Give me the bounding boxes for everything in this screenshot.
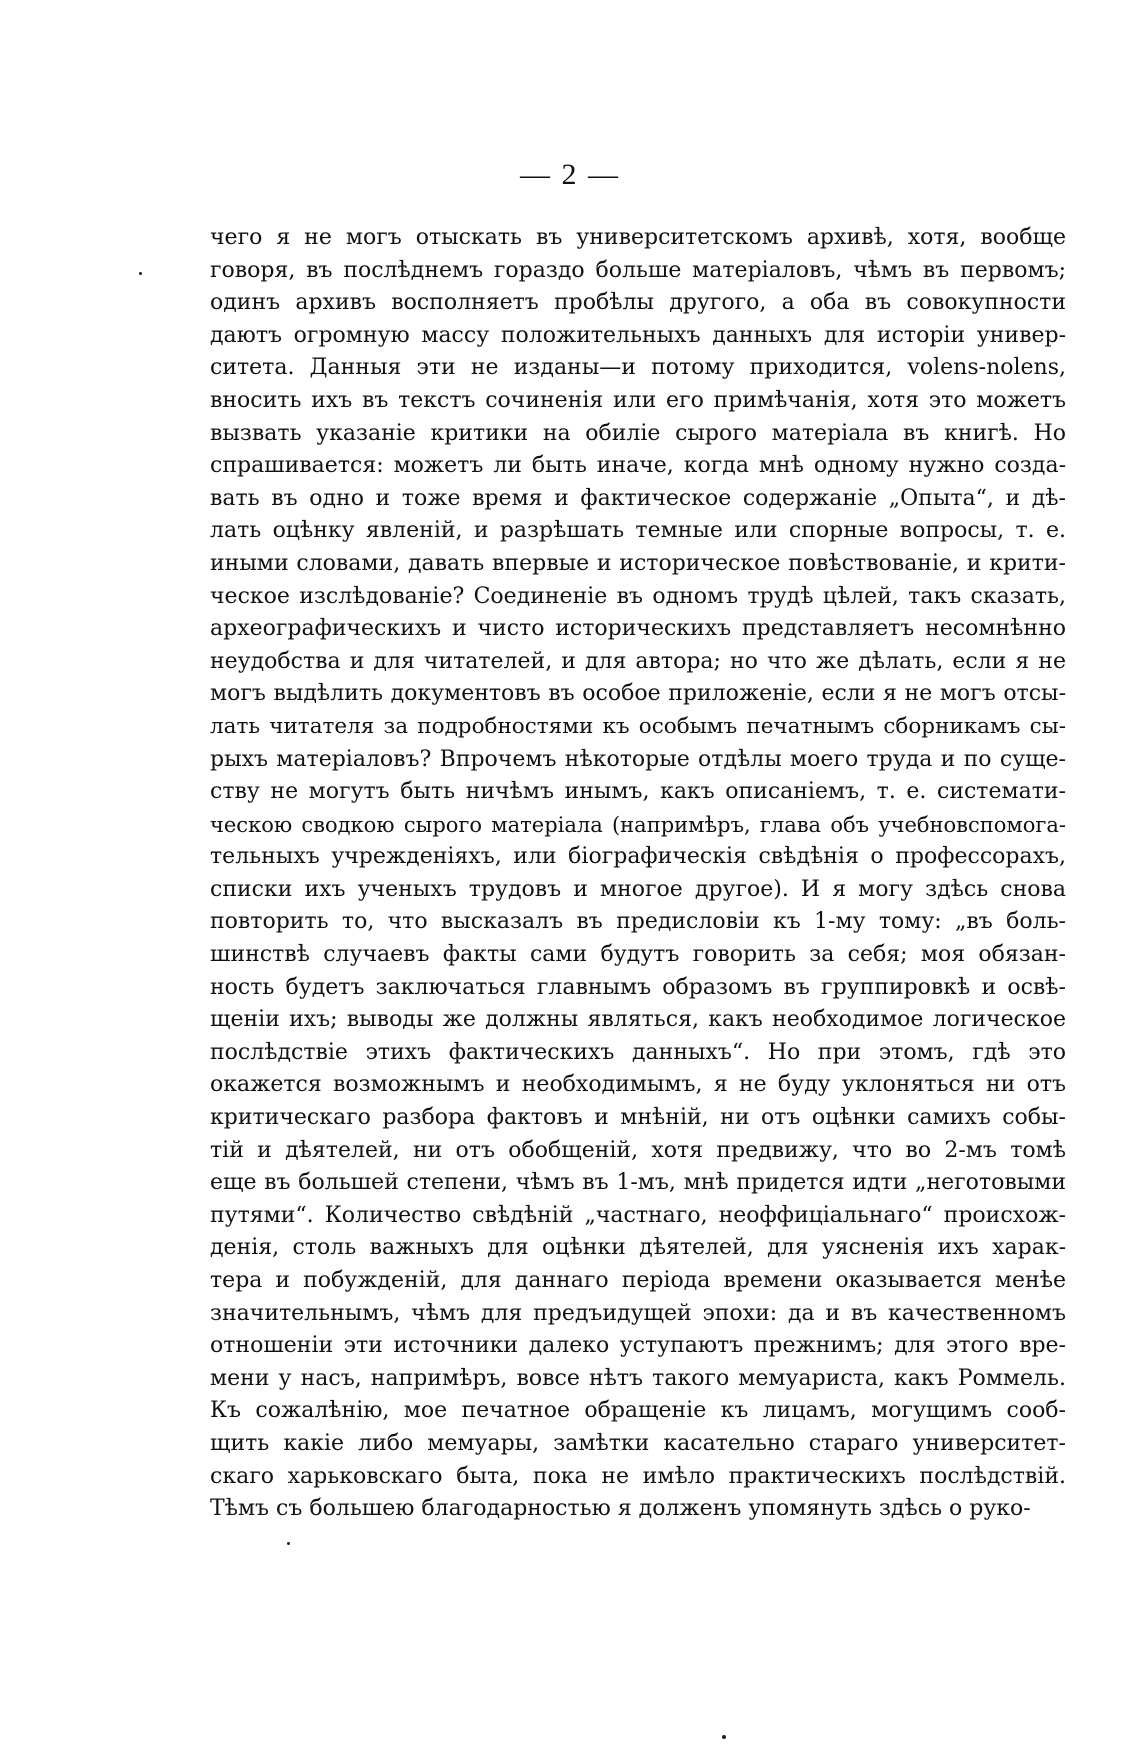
text-line: лать читателя за подробностями къ особымъ печатнымъ сборникамъ сы- — [210, 713, 1066, 739]
scan-speck — [139, 272, 142, 275]
text-line: Тѣмъ съ большею благодарностью я долженъ упомянуть здѣсь о руко- — [210, 1496, 1031, 1522]
text-line: мени у насъ, напримѣръ, вовсе нѣтъ такого мемуариста, какъ Роммель. — [210, 1365, 1066, 1391]
text-line: говоря, въ послѣднемъ гораздо больше матеріаловъ, чѣмъ въ первомъ; — [210, 257, 1066, 283]
text-line: окажется возможнымъ и необходимымъ, я не буду уклоняться ни отъ — [210, 1072, 1066, 1098]
text-line: шинствѣ случаевъ факты сами будутъ говорить за себя; моя обязан- — [210, 942, 1066, 968]
text-line: ческое изслѣдованіе? Соединеніе въ одномъ трудѣ цѣлей, такъ сказать, — [210, 583, 1066, 609]
text-line: скаго харьковскаго быта, пока не имѣло практическихъ послѣдствій. — [210, 1463, 1066, 1489]
text-line: списки ихъ ученыхъ трудовъ и многое другое). И я могу здѣсь снова — [210, 876, 1066, 902]
scan-speck — [722, 1735, 726, 1739]
text-line: ность будетъ заключаться главнымъ образомъ въ группировкѣ и освѣ- — [210, 974, 1066, 1000]
text-line: вносить ихъ въ текстъ сочиненія или его примѣчанія, хотя это можетъ — [210, 387, 1066, 413]
text-line: ситета. Данныя эти не изданы—и потому приходится, volens-nolens, — [210, 355, 1066, 381]
text-line: ству не могутъ быть ничѣмъ инымъ, какъ описаніемъ, т. е. системати- — [210, 779, 1066, 805]
text-line: щеніи ихъ; выводы же должны являться, какъ необходимое логическое — [210, 1007, 1066, 1033]
text-line: критическаго разбора фактовъ и мнѣній, ни отъ оцѣнки самихъ собы- — [210, 1105, 1066, 1131]
text-line: одинъ архивъ восполняетъ пробѣлы другого, а оба въ совокупности — [210, 290, 1066, 316]
text-line: денія, столь важныхъ для оцѣнки дѣятелей, для уясненія ихъ харак- — [210, 1235, 1066, 1261]
text-line: чего я не могъ отыскать въ университетскомъ архивѣ, хотя, вообще — [210, 225, 1066, 250]
text-line: лать оцѣнку явленій, и разрѣшать темные или спорные вопросы, т. е. — [210, 518, 1066, 544]
text-line: щить какіе либо мемуары, замѣтки касательно стараго университет- — [210, 1430, 1066, 1456]
text-line: тій и дѣятелей, ни отъ обобщеній, хотя предвижу, что во 2-мъ томѣ — [210, 1137, 1066, 1163]
text-line: Къ сожалѣнію, мое печатное обращеніе къ лицамъ, могущимъ сооб- — [210, 1398, 1066, 1424]
text-line: еще въ большей степени, чѣмъ въ 1-мъ, мнѣ придется идти „неготовыми — [210, 1170, 1066, 1196]
text-line: повторить то, что высказалъ въ предисловіи къ 1-му тому: „въ боль- — [210, 909, 1066, 935]
page-number: — 2 — — [520, 158, 620, 191]
text-line: спрашивается: можетъ ли быть иначе, когда мнѣ одному нужно созда- — [210, 453, 1066, 479]
text-line: неудобства и для читателей, и для автора; но что же дѣлать, если я не — [210, 648, 1066, 674]
text-line: вызвать указаніе критики на обиліе сырого матеріала въ книгѣ. Но — [210, 420, 1066, 446]
text-line: рыхъ матеріаловъ? Впрочемъ нѣкоторые отдѣлы моего труда и по суще- — [210, 746, 1066, 772]
text-line: ческою сводкою сырого матеріала (напримѣръ, глава объ учебновспомога- — [210, 812, 1066, 837]
text-line: значительнымъ, чѣмъ для предъидущей эпохи: да и въ качественномъ — [210, 1300, 1066, 1326]
text-line: послѣдствіе этихъ фактическихъ данныхъ“. Но при этомъ, гдѣ это — [210, 1039, 1066, 1065]
text-line: тера и побужденій, для даннаго періода времени оказывается менѣе — [210, 1268, 1066, 1293]
text-line: археографическихъ и чисто историческихъ представляетъ несомнѣнно — [210, 616, 1066, 642]
text-line: вать въ одно и тоже время и фактическое содержаніе „Опыта“, и дѣ- — [210, 485, 1066, 511]
text-line: даютъ огромную массу положительныхъ данныхъ для исторіи универ- — [210, 322, 1066, 348]
scan-speck — [287, 1542, 290, 1545]
text-line: отношеніи эти источники далеко уступаютъ прежнимъ; для этого вре- — [210, 1333, 1066, 1359]
text-line: могъ выдѣлить документовъ въ особое приложеніе, если я не могъ отсы- — [210, 681, 1066, 707]
text-line: путями“. Количество свѣдѣній „частнаго, неоффиціальнаго“ происхож- — [210, 1202, 1066, 1228]
body-text — [210, 222, 1066, 1526]
text-line: иными словами, давать впервые и историческое повѣствованіе, и крити- — [210, 550, 1066, 576]
text-line: тельныхъ учрежденіяхъ, или біографическія свѣдѣнія о профессорахъ, — [210, 844, 1066, 870]
